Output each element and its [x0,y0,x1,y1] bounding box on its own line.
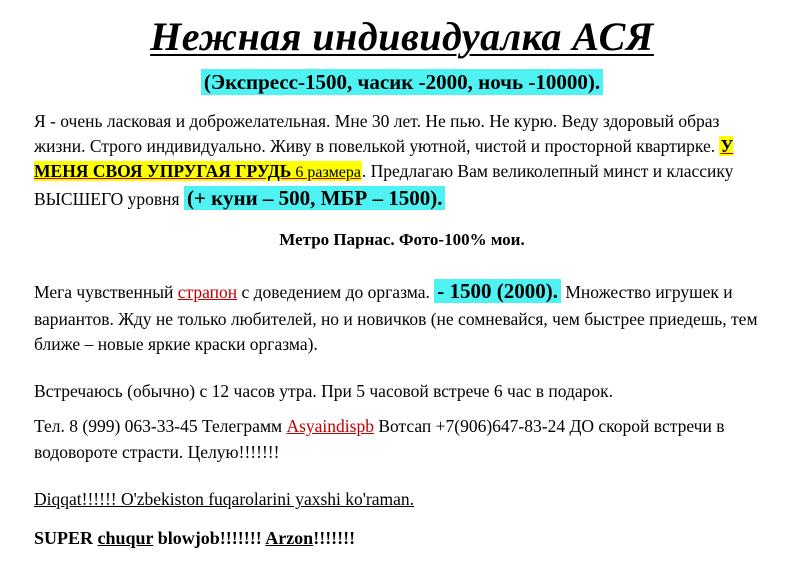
uzbek-attention-word: Diqqat!!!!!! [34,489,117,509]
intro-paragraph [34,109,770,214]
super-part2: blowjob!!!!!!! [153,527,266,548]
metro-line: Метро Парнас. Фото-100% мои. [279,230,525,250]
contact-paragraph [34,414,770,465]
breast-highlight-size: 6 размера [291,163,361,181]
intro-text-part2: . Предлагаю Вам великолепный минст и классику ВЫСШЕГО уровня [34,160,734,210]
telegram-handle: Asyaindispb [286,416,374,437]
uzbek-paragraph [34,487,770,512]
super-word-chuqur: chuqur [97,527,154,548]
contact-line1-pre: Тел. 8 (999) 063-33-45 Телеграмм [34,416,287,437]
strapon-part2: с доведением до оргазма. [237,282,435,303]
page-title: Нежная индивидуалка АСЯ [150,14,654,59]
contact-line2: в водовороте страсти. Целую!!!!!!! [34,416,725,462]
super-word-arzon: Arzon [265,527,314,548]
super-part1: SUPER [34,527,98,548]
strapon-price-highlight: - 1500 (2000). [434,279,561,303]
intro-text-part1: Я - очень ласковая и доброжелательная. Мне 30 лет. Не пью. Не курю. Веду здоровый образ жизни. Строго индивидуально. Живу в повелькой уютной, чистой и просторной квартирке. [34,111,720,156]
uzbek-rest: O'zbekiston fuqarolarini yaxshi ko'raman. [116,489,415,509]
strapon-paragraph [34,276,770,357]
breast-highlight-main: У МЕНЯ СВОЯ УПРУГАЯ ГРУДЬ [34,135,734,181]
super-part3: !!!!!!! [313,527,356,548]
price-header-line [34,70,770,95]
strapon-part3: Множество игрушек и вариантов. Жду не только любителей, но и новичков (не сомневайся, чем быстрее приедешь, тем ближе – новые яркие краски оргазма). [34,282,758,355]
schedule-paragraph: Встречаюсь (обычно) с 12 часов утра. При 5 часовой встрече 6 час в подарок. [34,381,614,402]
strapon-word: страпон [177,282,238,303]
kuni-price-highlight: (+ куни – 500, МБР – 1500). [184,186,446,210]
strapon-part1: Мега чувственный [34,282,178,303]
super-paragraph [34,526,770,552]
contact-line1-mid: Вотсап +7(906)647-83-24 ДО скорой встречи [373,416,712,437]
price-header: (Экспресс-1500, часик -2000, ночь -10000). [201,69,603,95]
